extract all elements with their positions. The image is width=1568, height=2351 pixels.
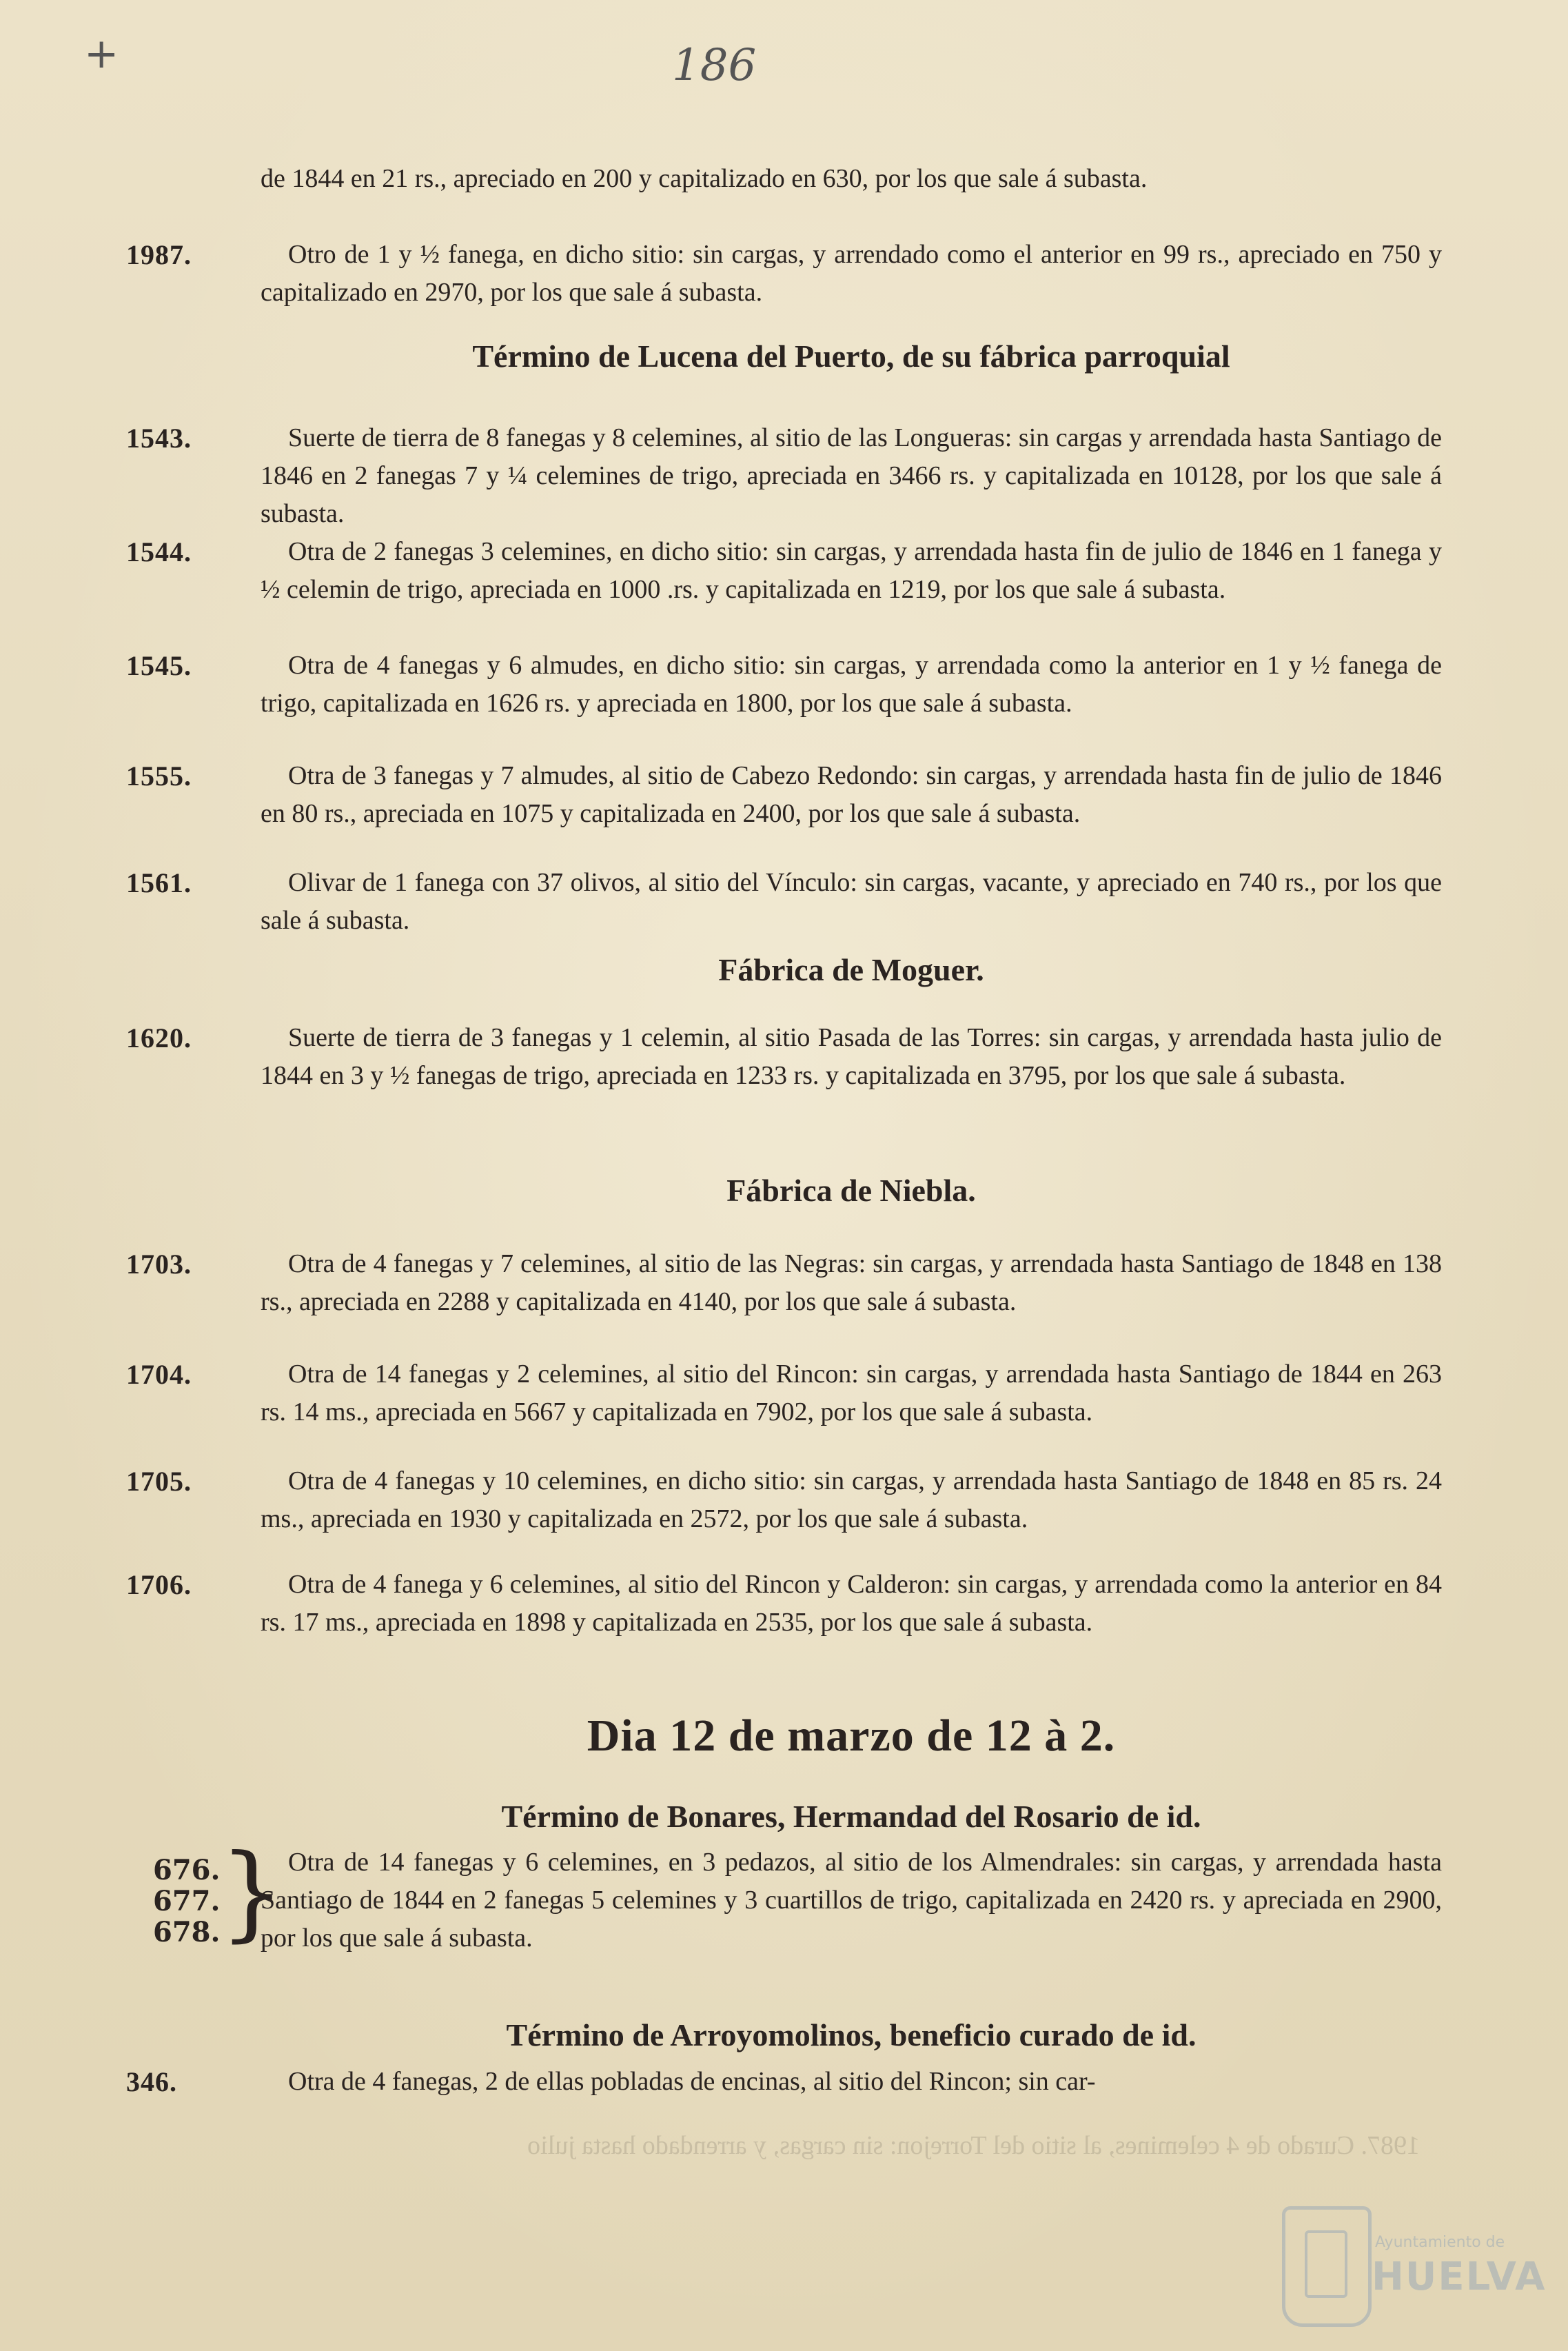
entry-number: 677. bbox=[153, 1885, 221, 1917]
section-title-moguer: Fábrica de Moguer. bbox=[718, 952, 984, 987]
list-item bbox=[126, 1566, 1442, 1642]
entry-text: Otra de 14 fanegas y 2 celemines, al sitio del Rincon: sin cargas, y arrendada hasta Santiago de 1844 en 263 rs. 14 ms., apreciada en 5667 y capitalizada en 7902, por los que sale á subasta. bbox=[261, 1360, 1442, 1426]
list-item bbox=[126, 1462, 1442, 1538]
entry-text: Otro de 1 y ½ fanega, en dicho sitio: sin cargas, y arrendado como el anterior en 99 rs., apreciado en 750 y capitalizado en 2970, por los que sale á subasta. bbox=[261, 240, 1442, 307]
list-item bbox=[126, 864, 1442, 940]
bonares-entry-numbers bbox=[153, 1855, 220, 1948]
entry-number: 676. bbox=[153, 1854, 221, 1886]
entry-text: Olivar de 1 fanega con 37 olivos, al sitio del Vínculo: sin cargas, vacante, y apreciado en 740 rs., por los que sale á subasta. bbox=[261, 868, 1442, 935]
list-item bbox=[261, 1844, 1442, 1957]
list-item bbox=[126, 2063, 1442, 2101]
list-item bbox=[126, 1355, 1442, 1431]
list-item bbox=[126, 647, 1442, 723]
entry-text: Suerte de tierra de 3 fanegas y 1 celemin, al sitio Pasada de las Torres: sin cargas, y arrendada hasta julio de 1844 en 3 y ½ fanegas de trigo, apreciada en 1233 rs. y capitalizada en 3795, por los que sale á subasta. bbox=[261, 1023, 1442, 1090]
continuation-text: de 1844 en 21 rs., apreciado en 200 y capitalizado en 630, por los que sale á subasta. bbox=[261, 164, 1148, 193]
entry-text: Otra de 4 fanegas y 10 celemines, en dicho sitio: sin cargas, y arrendada hasta Santiago de 1848 en 85 rs. 24 ms., apreciada en 1930 y capitalizada en 2572, por los que sale á subasta. bbox=[261, 1466, 1442, 1533]
entry-number: 1987. bbox=[126, 239, 192, 270]
stamp-big-text: HUELVA bbox=[1372, 2254, 1547, 2299]
entry-number: 346. bbox=[126, 2066, 177, 2097]
entry-text: Otra de 4 fanega y 6 celemines, al sitio del Rincon y Calderon: sin cargas, y arrendada como la anterior en 84 rs. 17 ms., apreciada en 1898 y capitalizada en 2535, por los que sale á subasta. bbox=[261, 1570, 1442, 1637]
list-item bbox=[126, 757, 1442, 833]
list-item bbox=[126, 1019, 1442, 1095]
entry-text: Otra de 2 fanegas 3 celemines, en dicho sitio: sin cargas, y arrendada hasta fin de julio de 1846 en 1 fanega y ½ celemin de trigo, apreciada en 1000 .rs. y capitalizada en 1219, por los que sale á subasta. bbox=[261, 537, 1442, 604]
curly-brace-icon: } bbox=[219, 1833, 285, 1953]
day-heading: Dia 12 de marzo de 12 à 2. bbox=[587, 1711, 1116, 1761]
entry-text: Suerte de tierra de 8 fanegas y 8 celemines, al sitio de las Longueras: sin cargas y arrendada hasta Santiago de 1846 en 2 fanegas 7 y ¼ celemines de trigo, apreciada en 3466 rs. y capitalizada en 10128, por los que sale á subasta. bbox=[261, 423, 1442, 528]
entry-text: Otra de 4 fanegas, 2 de ellas pobladas de encinas, al sitio del Rincon; sin car- bbox=[288, 2067, 1096, 2096]
bleed-through-text: 1987. Curado de 4 celemines, al sitio del Torrejon: sin cargas, y arrendado hasta julio bbox=[527, 2131, 1420, 2160]
continuation-paragraph bbox=[261, 160, 1442, 198]
section-title-bonares: Término de Bonares, Hermandad del Rosario de id. bbox=[501, 1799, 1201, 1834]
entry-number: 678. bbox=[153, 1916, 221, 1948]
list-item bbox=[126, 1245, 1442, 1321]
entry-number: 1620. bbox=[126, 1022, 192, 1053]
stamp-small-text: Ayuntamiento de bbox=[1375, 2234, 1505, 2251]
entry-number: 1705. bbox=[126, 1466, 192, 1497]
entry-number: 1561. bbox=[126, 867, 192, 898]
list-item bbox=[126, 533, 1442, 609]
entry-text: Otra de 14 fanegas y 6 celemines, en 3 pedazos, al sitio de los Almendrales: sin cargas, y arrendada hasta Santiago de 1844 en 2 fanegas 5 celemines y 3 cuartillos de trigo, capitalizada en 2420 rs. y apreciada en 2900, por los que sale á subasta. bbox=[261, 1848, 1442, 1953]
margin-cross-mark: + bbox=[84, 30, 119, 78]
entry-text: Otra de 3 fanegas y 7 almudes, al sitio de Cabezo Redondo: sin cargas, y arrendada hasta fin de julio de 1846 en 80 rs., apreciada en 1075 y capitalizada en 2400, por los que sale á subasta. bbox=[261, 761, 1442, 828]
entry-number: 1706. bbox=[126, 1569, 192, 1600]
section-title-niebla: Fábrica de Niebla. bbox=[726, 1173, 976, 1208]
entry-number: 1543. bbox=[126, 423, 192, 454]
section-title-arroyomolinos: Término de Arroyomolinos, beneficio curado de id. bbox=[506, 2017, 1197, 2052]
entry-number: 1544. bbox=[126, 536, 192, 567]
entry-text: Otra de 4 fanegas y 7 celemines, al sitio de las Negras: sin cargas, y arrendada hasta Santiago de 1848 en 138 rs., apreciada en 2288 y capitalizada en 4140, por los que sale á subasta. bbox=[261, 1249, 1442, 1316]
entry-number: 1545. bbox=[126, 650, 192, 681]
coat-of-arms-icon bbox=[1282, 2206, 1372, 2327]
entry-text: Otra de 4 fanegas y 6 almudes, en dicho sitio: sin cargas, y arrendada como la anterior en 1 y ½ fanega de trigo, capitalizada en 1626 rs. y apreciada en 1800, por los que sale á subasta. bbox=[261, 651, 1442, 718]
entry-number: 1555. bbox=[126, 760, 192, 791]
archive-stamp bbox=[1282, 2206, 1547, 2323]
folio-number: 186 bbox=[672, 40, 757, 91]
list-item bbox=[126, 419, 1442, 533]
list-item bbox=[126, 236, 1442, 312]
entry-number: 1703. bbox=[126, 1249, 192, 1280]
section-title-lucena: Término de Lucena del Puerto, de su fábrica parroquial bbox=[472, 339, 1230, 374]
entry-number: 1704. bbox=[126, 1359, 192, 1390]
